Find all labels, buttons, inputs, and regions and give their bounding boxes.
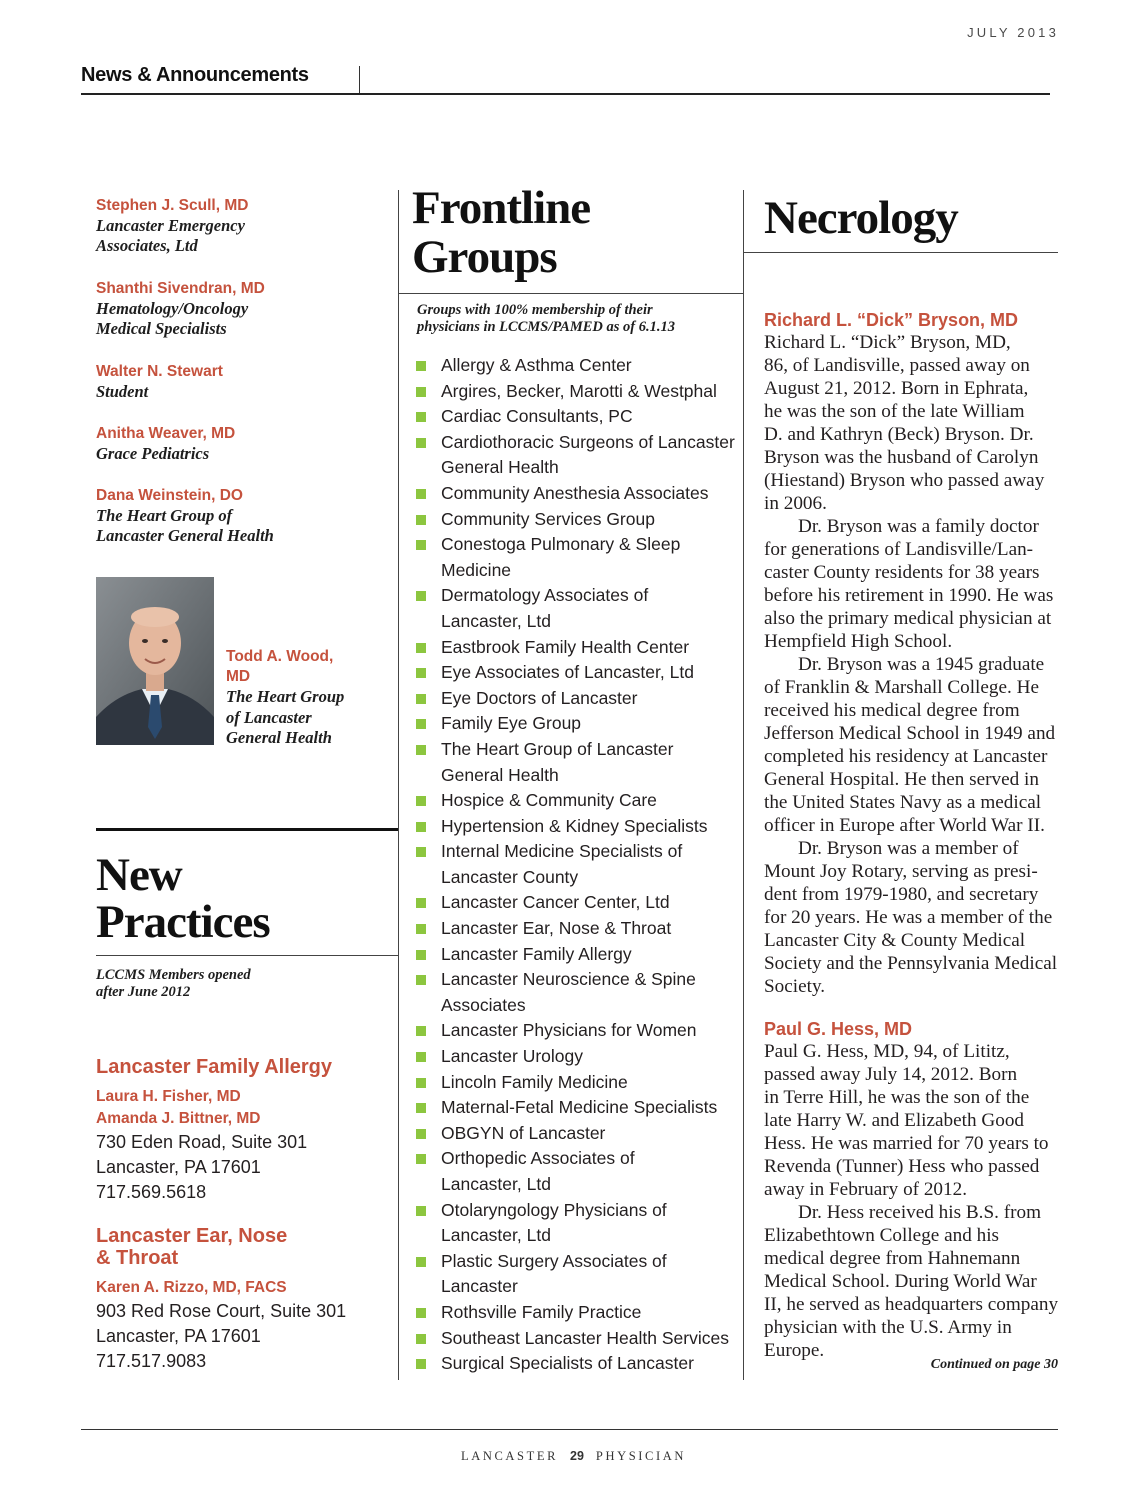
group-list-item bbox=[416, 481, 746, 507]
group-list-item bbox=[416, 1018, 746, 1044]
obituary-name: Richard L. “Dick” Bryson, MD bbox=[764, 310, 1019, 330]
page-number: 29 bbox=[570, 1449, 584, 1463]
group-list-item bbox=[416, 532, 746, 583]
group-name-line: Lancaster, Ltd bbox=[441, 610, 551, 631]
member-entry bbox=[96, 424, 386, 464]
bullet-square-icon bbox=[416, 540, 426, 550]
group-list-item bbox=[416, 942, 746, 968]
obituary-line: Revenda (Tunner) Hess who passed bbox=[764, 1156, 1040, 1177]
obituary-line: in 2006. bbox=[764, 493, 827, 514]
bullet-square-icon bbox=[416, 719, 426, 729]
subtitle-line: Groups with 100% membership of their bbox=[417, 302, 653, 318]
group-name-line: Eye Associates of Lancaster, Ltd bbox=[441, 662, 694, 683]
footer bbox=[0, 1449, 1147, 1464]
obituary-line: August 21, 2012. Born in Ephrata, bbox=[764, 378, 1029, 399]
bullet-square-icon bbox=[416, 1154, 426, 1164]
bullet-square-icon bbox=[416, 1103, 426, 1113]
practice-doctor: Laura H. Fisher, MD bbox=[96, 1088, 241, 1105]
group-list-item bbox=[416, 1198, 746, 1249]
group-name-line: Dermatology Associates of bbox=[441, 585, 649, 606]
group-name-line: The Heart Group of Lancaster bbox=[441, 738, 674, 759]
bullet-square-icon bbox=[416, 489, 426, 499]
bullet-square-icon bbox=[416, 591, 426, 601]
bullet-square-icon bbox=[416, 412, 426, 422]
obituary-line: (Hiestand) Bryson who passed away bbox=[764, 470, 1045, 491]
heading-line: Groups bbox=[412, 231, 557, 283]
member-name: Anitha Weaver, MD bbox=[96, 425, 236, 442]
group-list-item bbox=[416, 635, 746, 661]
member-affiliation: Lancaster Emergency bbox=[96, 216, 245, 235]
heading-line: New bbox=[96, 849, 182, 901]
obituary-line: Dr. Hess received his B.S. from bbox=[798, 1202, 1042, 1223]
member-affiliation: The Heart Group of bbox=[96, 506, 233, 525]
group-list-item bbox=[416, 686, 746, 712]
practice-doctor: Karen A. Rizzo, MD, FACS bbox=[96, 1279, 287, 1296]
group-list-item bbox=[416, 711, 746, 737]
bullet-square-icon bbox=[416, 515, 426, 525]
practice-doctor: Amanda J. Bittner, MD bbox=[96, 1110, 261, 1127]
bullet-square-icon bbox=[416, 1026, 426, 1036]
obituary-line: Hess. He was married for 70 years to bbox=[764, 1133, 1049, 1154]
group-name-line: Argires, Becker, Marotti & Westphal bbox=[441, 380, 717, 401]
subtitle-line: physicians in LCCMS/PAMED as of 6.1.13 bbox=[417, 319, 675, 335]
group-name-line: Lancaster County bbox=[441, 866, 579, 887]
obituary-line: Society. bbox=[764, 976, 826, 997]
group-name-line: Lincoln Family Medicine bbox=[441, 1071, 628, 1092]
group-list-item bbox=[416, 583, 746, 634]
heading-line: Frontline bbox=[412, 182, 591, 234]
obituary-line: Dr. Bryson was a family doctor bbox=[798, 516, 1039, 537]
member-photo bbox=[96, 577, 214, 745]
group-list-item bbox=[416, 1044, 746, 1070]
bullet-square-icon bbox=[416, 438, 426, 448]
continued-note: Continued on page 30 bbox=[930, 1357, 1058, 1372]
group-name-line: Community Anesthesia Associates bbox=[441, 482, 709, 503]
new-practices-subtitle bbox=[96, 967, 251, 1001]
group-list-item bbox=[416, 660, 746, 686]
group-name-line: Lancaster, Ltd bbox=[441, 1225, 551, 1246]
member-name: Dana Weinstein, DO bbox=[96, 487, 243, 504]
group-name-line: Family Eye Group bbox=[441, 713, 582, 734]
member-entry bbox=[96, 486, 386, 546]
obituary-body bbox=[764, 331, 1064, 998]
group-list-item bbox=[416, 379, 746, 405]
obituary-line: the United States Navy as a medical bbox=[764, 792, 1042, 813]
practice-address: 903 Red Rose Court, Suite 301 bbox=[96, 1301, 347, 1321]
member-affiliation: Medical Specialists bbox=[96, 319, 227, 338]
group-list-item bbox=[416, 430, 746, 481]
group-list-item bbox=[416, 1121, 746, 1147]
obituary-line: away in February of 2012. bbox=[764, 1179, 968, 1200]
obituary-line: completed his residency at Lancaster bbox=[764, 746, 1048, 767]
obituary-line: caster County residents for 38 years bbox=[764, 562, 1040, 583]
group-name-line: Lancaster, Ltd bbox=[441, 1174, 551, 1194]
obituary-line: Richard L. “Dick” Bryson, MD, bbox=[764, 332, 1011, 353]
obituary-line: General Hospital. He then served in bbox=[764, 769, 1039, 790]
new-practices-top-rule bbox=[96, 828, 398, 831]
portrait-image bbox=[96, 577, 214, 745]
issue-date: JULY 2013 bbox=[967, 25, 1059, 40]
group-name-line: Lancaster Physicians for Women bbox=[441, 1020, 697, 1041]
group-name-line: Lancaster Ear, Nose & Throat bbox=[441, 918, 672, 939]
group-name-line: Medicine bbox=[441, 559, 512, 580]
obituary-line: in Terre Hill, he was the son of the bbox=[764, 1087, 1030, 1108]
obituary-line: Bryson was the husband of Carolyn bbox=[764, 447, 1039, 468]
member-entry bbox=[96, 279, 386, 339]
member-affiliation: The Heart Group bbox=[226, 687, 345, 706]
obituary-line: Medical School. During World War bbox=[764, 1271, 1037, 1292]
group-name-line: Conestoga Pulmonary & Sleep bbox=[441, 534, 681, 555]
group-name-line: Lancaster bbox=[441, 1276, 518, 1297]
frontline-subtitle bbox=[417, 302, 675, 336]
group-name-line: Plastic Surgery Associates of bbox=[441, 1250, 667, 1271]
obituary-line: officer in Europe after World War II. bbox=[764, 815, 1045, 836]
member-affiliation: Grace Pediatrics bbox=[96, 444, 210, 463]
group-name-line: Rothsville Family Practice bbox=[441, 1301, 642, 1322]
frontline-rule bbox=[398, 293, 743, 294]
group-name-line: Surgical Specialists of Lancaster bbox=[441, 1353, 694, 1374]
group-list-item bbox=[416, 404, 746, 430]
group-name-line: Lancaster Family Allergy bbox=[441, 943, 632, 964]
obituary-line: Mount Joy Rotary, serving as presi- bbox=[764, 861, 1038, 882]
group-name-line: Community Services Group bbox=[441, 508, 655, 529]
footer-rule bbox=[81, 1429, 1058, 1430]
obituary-line: received his medical degree from bbox=[764, 700, 1020, 721]
group-name-line: Hypertension & Kidney Specialists bbox=[441, 815, 708, 836]
bullet-square-icon bbox=[416, 361, 426, 371]
bullet-square-icon bbox=[416, 950, 426, 960]
obituary-line: medical degree from Hahnemann bbox=[764, 1248, 1021, 1269]
member-name: Shanthi Sivendran, MD bbox=[96, 280, 265, 297]
member-affiliation: of Lancaster bbox=[226, 707, 312, 727]
practice-title: Lancaster Ear, Nose bbox=[96, 1225, 288, 1247]
group-list-item bbox=[416, 1300, 746, 1326]
member-affiliation: Hematology/Oncology bbox=[96, 299, 249, 318]
necrology-rule bbox=[743, 252, 1058, 253]
group-list-item bbox=[416, 353, 746, 379]
obituary bbox=[764, 309, 1064, 998]
group-name-line: OBGYN of Lancaster bbox=[441, 1122, 606, 1143]
bullet-square-icon bbox=[416, 1052, 426, 1062]
new-practices-heading bbox=[96, 849, 270, 948]
obituary bbox=[764, 1018, 1064, 1362]
obituary-line: Lancaster City & County Medical bbox=[764, 930, 1026, 951]
group-list-item bbox=[416, 890, 746, 916]
bullet-square-icon bbox=[416, 694, 426, 704]
bullet-square-icon bbox=[416, 1308, 426, 1318]
bullet-square-icon bbox=[416, 1206, 426, 1216]
group-list-item bbox=[416, 1146, 746, 1197]
subtitle-line: LCCMS Members opened bbox=[96, 967, 251, 983]
group-name-line: Southeast Lancaster Health Services bbox=[441, 1327, 729, 1348]
subtitle-line: after June 2012 bbox=[96, 984, 191, 1000]
obituary-line: 86, of Landisville, passed away on bbox=[764, 355, 1030, 376]
member-affiliation: Student bbox=[96, 382, 149, 401]
obituary-line: Europe. bbox=[764, 1340, 825, 1361]
group-name-line: Lancaster Urology bbox=[441, 1046, 584, 1067]
group-name-line: Lancaster Cancer Center, Ltd bbox=[441, 892, 670, 913]
obituary-line: Dr. Bryson was a member of bbox=[798, 838, 1019, 859]
bullet-square-icon bbox=[416, 898, 426, 908]
group-list-item bbox=[416, 1249, 746, 1300]
practice-entry bbox=[96, 1056, 396, 1205]
member-affiliation: Lancaster General Health bbox=[96, 526, 274, 545]
member-entry bbox=[96, 196, 386, 256]
obituary-line: physician with the U.S. Army in bbox=[764, 1317, 1012, 1338]
footer-publication-left: LANCASTER bbox=[461, 1449, 559, 1463]
group-name-line: Cardiac Consultants, PC bbox=[441, 406, 633, 427]
frontline-heading bbox=[412, 184, 590, 282]
obituary-line: II, he served as headquarters company bbox=[764, 1294, 1059, 1315]
bullet-square-icon bbox=[416, 643, 426, 653]
bullet-square-icon bbox=[416, 668, 426, 678]
practice-phone: 717.517.9083 bbox=[96, 1351, 207, 1371]
column-divider-left bbox=[398, 190, 399, 1380]
bullet-square-icon bbox=[416, 1359, 426, 1369]
bullet-square-icon bbox=[416, 975, 426, 985]
practice-title: & Throat bbox=[96, 1247, 179, 1269]
bullet-square-icon bbox=[416, 745, 426, 755]
group-list-item bbox=[416, 1351, 746, 1377]
section-title: News & Announcements bbox=[81, 64, 309, 86]
obituary-line: dent from 1979-1980, and secretary bbox=[764, 884, 1039, 905]
member-name: Todd A. Wood, bbox=[226, 648, 334, 665]
group-name-line: Internal Medicine Specialists of bbox=[441, 841, 683, 862]
group-list-item bbox=[416, 1070, 746, 1096]
header-rule bbox=[81, 93, 1050, 95]
member-name: Walter N. Stewart bbox=[96, 363, 223, 380]
heading-line: Practices bbox=[96, 896, 270, 948]
bullet-square-icon bbox=[416, 387, 426, 397]
bullet-square-icon bbox=[416, 1129, 426, 1139]
bullet-square-icon bbox=[416, 1257, 426, 1267]
obituary-line: for generations of Landisville/Lan- bbox=[764, 539, 1034, 560]
group-list-item bbox=[416, 507, 746, 533]
bullet-square-icon bbox=[416, 1334, 426, 1344]
group-name-line: Maternal-Fetal Medicine Specialists bbox=[441, 1097, 718, 1118]
group-name-line: Allergy & Asthma Center bbox=[441, 355, 632, 375]
practice-phone: 717.569.5618 bbox=[96, 1182, 207, 1202]
group-list-item bbox=[416, 1095, 746, 1121]
obituary-line: Elizabethtown College and his bbox=[764, 1225, 999, 1246]
group-list-item bbox=[416, 737, 746, 788]
obituary-line: passed away July 14, 2012. Born bbox=[764, 1064, 1018, 1085]
obituary-line: also the primary medical physician at bbox=[764, 608, 1052, 629]
obituary-line: of Franklin & Marshall College. He bbox=[764, 677, 1039, 698]
group-name-line: Otolaryngology Physicians of bbox=[441, 1199, 667, 1220]
group-name-line: General Health bbox=[441, 764, 559, 785]
bullet-square-icon bbox=[416, 924, 426, 934]
obituary-line: for 20 years. He was a member of the bbox=[764, 907, 1053, 928]
member-name: Stephen J. Scull, MD bbox=[96, 197, 249, 214]
group-list-item bbox=[416, 967, 746, 1018]
obituary-line: Dr. Bryson was a 1945 graduate bbox=[798, 654, 1045, 675]
practice-address: Lancaster, PA 17601 bbox=[96, 1326, 261, 1346]
member-affiliation: General Health bbox=[226, 728, 332, 747]
obituary-line: Jefferson Medical School in 1949 and bbox=[764, 723, 1056, 744]
practice-entry bbox=[96, 1225, 396, 1374]
obituary-line: Society and the Pennsylvania Medical bbox=[764, 953, 1058, 974]
group-name-line: Orthopedic Associates of bbox=[441, 1148, 635, 1169]
obituary-line: Hempfield High School. bbox=[764, 631, 953, 652]
featured-member bbox=[226, 647, 386, 749]
group-list-item bbox=[416, 916, 746, 942]
group-name-line: Lancaster Neuroscience & Spine bbox=[441, 969, 696, 990]
group-list-item bbox=[416, 814, 746, 840]
practice-title: Lancaster Family Allergy bbox=[96, 1056, 333, 1078]
practice-address: Lancaster, PA 17601 bbox=[96, 1157, 261, 1177]
group-name-line: Eastbrook Family Health Center bbox=[441, 636, 690, 657]
bullet-square-icon bbox=[416, 1078, 426, 1088]
bullet-square-icon bbox=[416, 796, 426, 806]
group-name-line: Eye Doctors of Lancaster bbox=[441, 687, 638, 708]
obituary-line: Paul G. Hess, MD, 94, of Lititz, bbox=[764, 1041, 1010, 1062]
obituary-name: Paul G. Hess, MD bbox=[764, 1019, 913, 1039]
group-list-item bbox=[416, 788, 746, 814]
obituary-line: before his retirement in 1990. He was bbox=[764, 585, 1054, 606]
bullet-square-icon bbox=[416, 847, 426, 857]
necrology-heading: Necrology bbox=[764, 192, 958, 244]
title-separator bbox=[359, 66, 360, 94]
group-name-line: Associates bbox=[441, 994, 526, 1015]
footer-publication-right: PHYSICIAN bbox=[595, 1449, 686, 1463]
group-name-line: General Health bbox=[441, 457, 559, 478]
group-name-line: Hospice & Community Care bbox=[441, 790, 657, 811]
practice-address: 730 Eden Road, Suite 301 bbox=[96, 1132, 308, 1152]
group-list-item bbox=[416, 1326, 746, 1352]
member-entry bbox=[96, 362, 386, 402]
member-affiliation: Associates, Ltd bbox=[96, 236, 198, 255]
group-name-line: Cardiothoracic Surgeons of Lancaster bbox=[441, 431, 735, 452]
frontline-group-list bbox=[416, 353, 746, 1377]
obituary-line: D. and Kathryn (Beck) Bryson. Dr. bbox=[764, 424, 1034, 445]
group-list-item bbox=[416, 839, 746, 890]
bullet-square-icon bbox=[416, 822, 426, 832]
obituary-line: he was the son of the late William bbox=[764, 401, 1025, 422]
member-name: MD bbox=[226, 668, 251, 685]
obituary-body bbox=[764, 1040, 1064, 1362]
obituary-line: late Harry W. and Elizabeth Good bbox=[764, 1110, 1025, 1131]
new-practices-rule bbox=[96, 955, 398, 956]
